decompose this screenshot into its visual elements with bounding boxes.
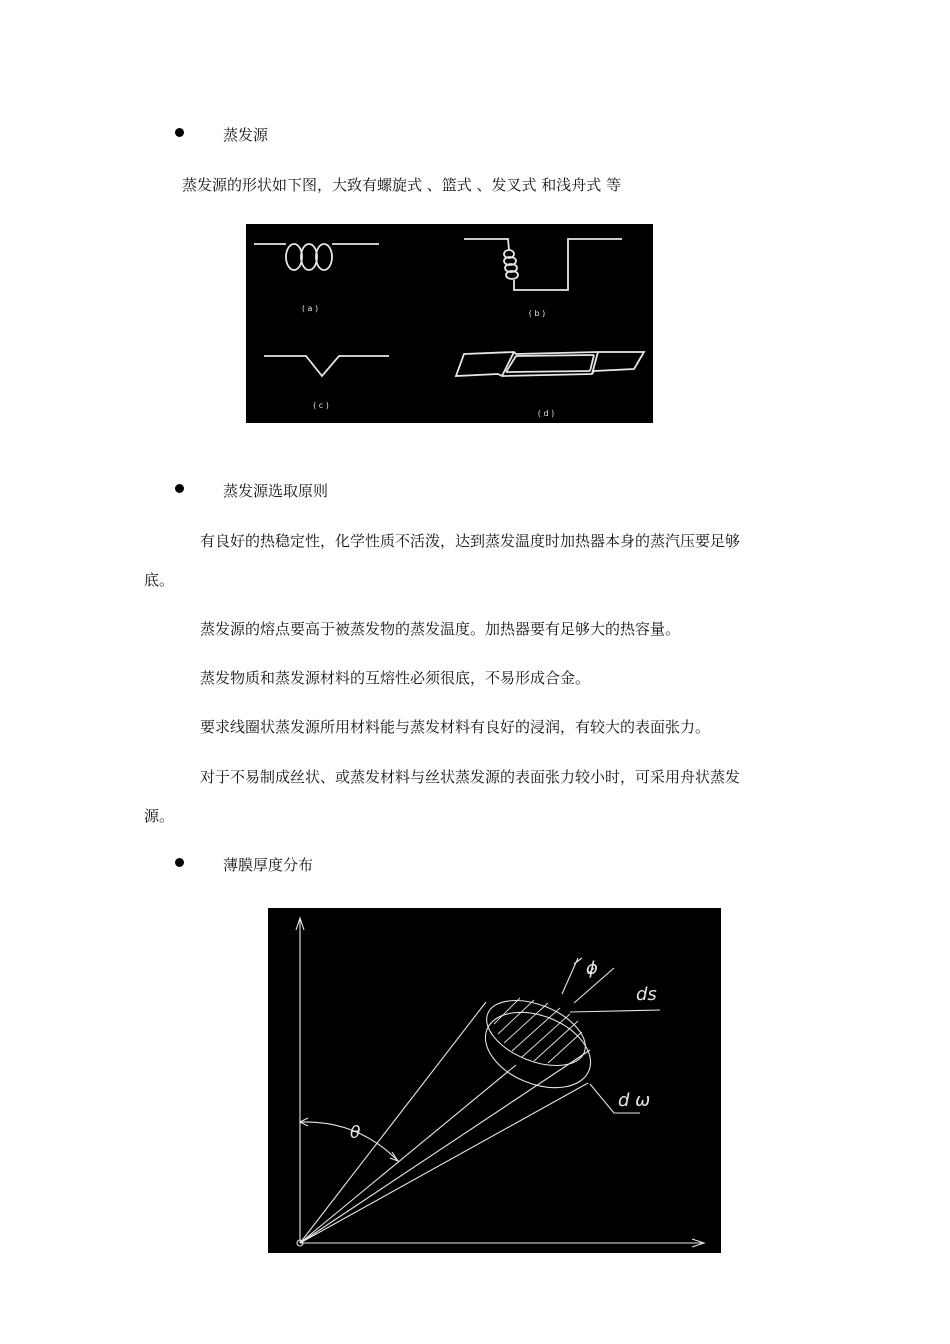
principle-paragraph-5-line-1: 对于不易制成丝状、或蒸发材料与丝状蒸发源的表面张力较小时，可采用舟状蒸发 <box>200 768 741 786</box>
section-heading-source: 蒸发源 <box>223 126 269 144</box>
figure-label-d: ( d ) <box>537 409 555 418</box>
evaporation-source-shapes-figure <box>246 224 653 423</box>
figure-label-a: ( a ) <box>301 304 319 313</box>
domega-label: d ω <box>618 1090 651 1111</box>
theta-label: θ <box>350 1123 361 1143</box>
film-thickness-diagram <box>268 908 721 1253</box>
phi-label: ϕ <box>586 958 598 979</box>
principle-paragraph-1-line-2: 底。 <box>144 571 175 589</box>
principle-paragraph-1-line-1: 有良好的热稳定性，化学性质不活泼，达到蒸发温度时加热器本身的蒸汽压要足够 <box>200 532 741 550</box>
principle-paragraph-3: 蒸发物质和蒸发源材料的互熔性必须很底，不易形成合金。 <box>200 669 591 687</box>
source-intro-text: 蒸发源的形状如下图，大致有螺旋式 、篮式 、发叉式 和浅舟式 等 <box>182 176 622 194</box>
basket-source-shape <box>464 239 622 290</box>
spiral-source-shape <box>254 244 379 270</box>
ds-label: ds <box>636 984 657 1005</box>
principle-paragraph-4: 要求线圈状蒸发源所用材料能与蒸发材料有良好的浸润，有较大的表面张力。 <box>200 718 711 736</box>
hairpin-source-shape <box>264 356 389 376</box>
section-heading-principles: 蒸发源选取原则 <box>223 482 329 500</box>
boat-source-shape <box>456 352 644 376</box>
bullet-dot <box>175 484 184 493</box>
solid-angle-ellipse <box>477 988 594 1079</box>
figure-label-c: ( c ) <box>313 401 329 410</box>
section-heading-thickness: 薄膜厚度分布 <box>223 856 314 874</box>
principle-paragraph-2: 蒸发源的熔点要高于被蒸发物的蒸发温度。加热器要有足够大的热容量。 <box>200 620 681 638</box>
hatched-area <box>494 998 582 1063</box>
bullet-dot <box>175 858 184 867</box>
figure-label-b: ( b ) <box>528 309 546 318</box>
principle-paragraph-5-line-2: 源。 <box>144 807 175 825</box>
bullet-dot <box>175 128 184 137</box>
